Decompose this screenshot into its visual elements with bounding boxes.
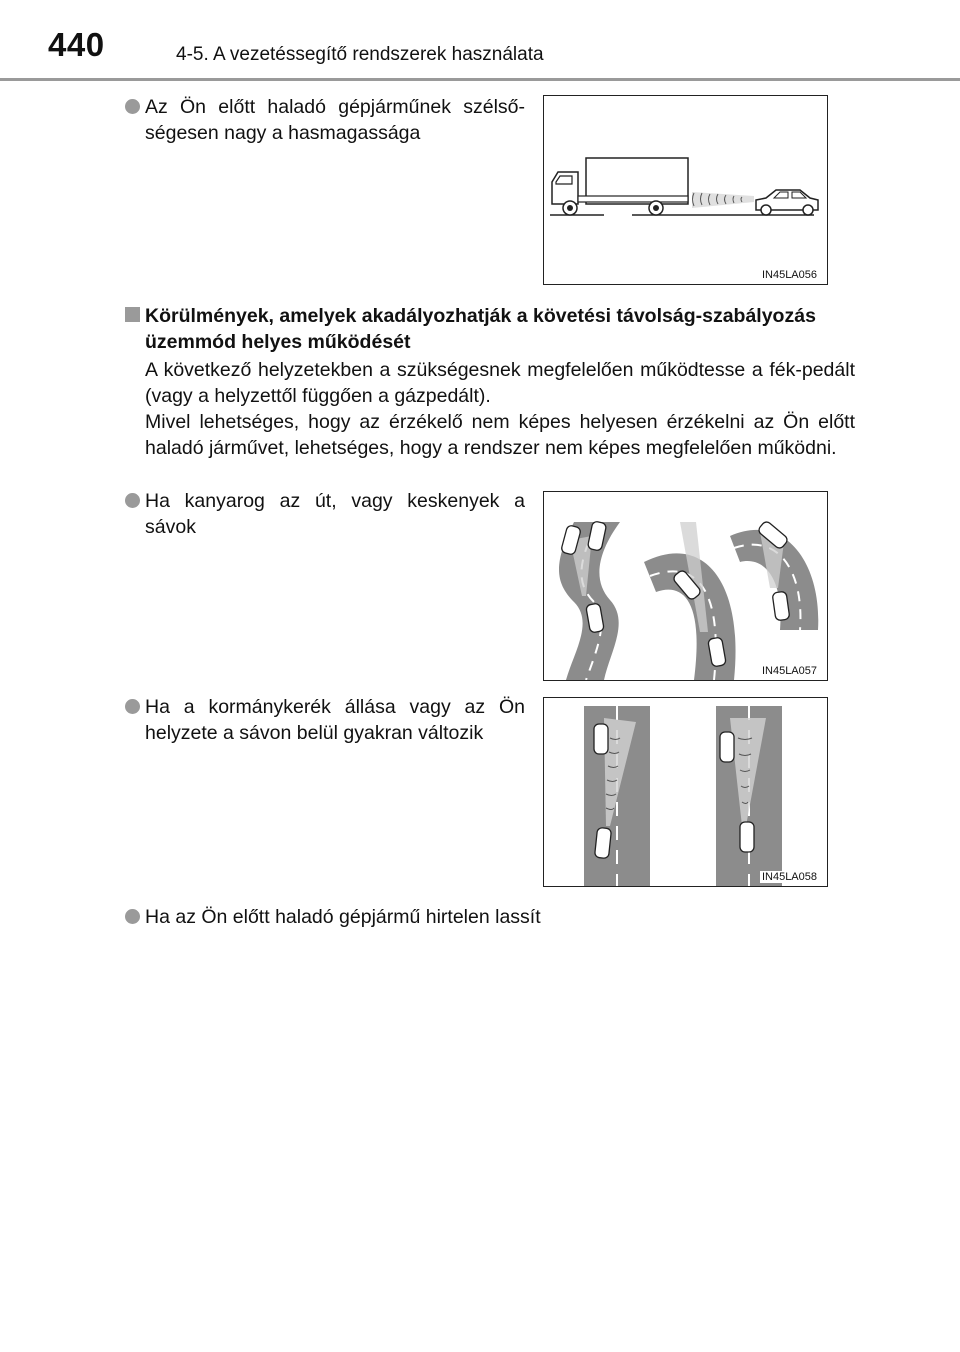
bullet-text: Ha kanyarog az út, vagy keskenyek a sávok (145, 490, 525, 538)
page-header (0, 0, 960, 78)
bullet-item-sudden-slowdown (125, 904, 645, 930)
bullet-text: Ha az Ön előtt haladó gépjármű hirtelen lassít (145, 906, 541, 928)
section-title: 4-5. A vezetéssegítő rendszerek használata (176, 44, 544, 65)
figure-code: IN45LA056 (761, 269, 817, 281)
figure-code: IN45LA057 (761, 665, 817, 677)
section-square-icon (125, 307, 140, 322)
bullet-dot-icon (125, 699, 140, 714)
bullet-dot-icon (125, 493, 140, 508)
paragraph-brake-advice: A következő helyzetekben a szükségesnek megfelelően működtesse a fék-pedált (vagy a helyzettől függően a gázpedált). (145, 359, 855, 407)
figure-lane-position-illustration (543, 697, 828, 887)
curved-roads-illustration (544, 492, 827, 680)
truck-illustration (544, 96, 827, 284)
section-heading (125, 303, 855, 355)
bullet-item-high-clearance (125, 94, 525, 146)
bullet-dot-icon (125, 99, 140, 114)
header-divider (0, 78, 960, 81)
bullet-text: Az Ön előtt haladó gépjárműnek szélső-ségesen nagy a hasmagassága (145, 96, 525, 144)
page-number: 440 (48, 26, 105, 63)
section-heading-text: Körülmények, amelyek akadályozhatják a követési távolság-szabályozás üzemmód helyes működését (145, 305, 816, 353)
bullet-dot-icon (125, 909, 140, 924)
bullet-item-curved-road (125, 488, 525, 540)
bullet-text: Ha a kormánykerék állása vagy az Ön helyzete a sávon belül gyakran változik (145, 696, 525, 744)
figure-truck-illustration (543, 95, 828, 285)
figure-curved-roads-illustration (543, 491, 828, 681)
bullet-item-steering-changes (125, 694, 525, 746)
lane-position-illustration (544, 698, 827, 886)
figure-code: IN45LA058 (761, 871, 817, 883)
paragraph-sensor-warning: Mivel lehetséges, hogy az érzékelő nem képes helyesen érzékelni az Ön előtt haladó járművet, lehetséges, hogy a rendszer nem képes megfelelően működni. (145, 411, 855, 459)
